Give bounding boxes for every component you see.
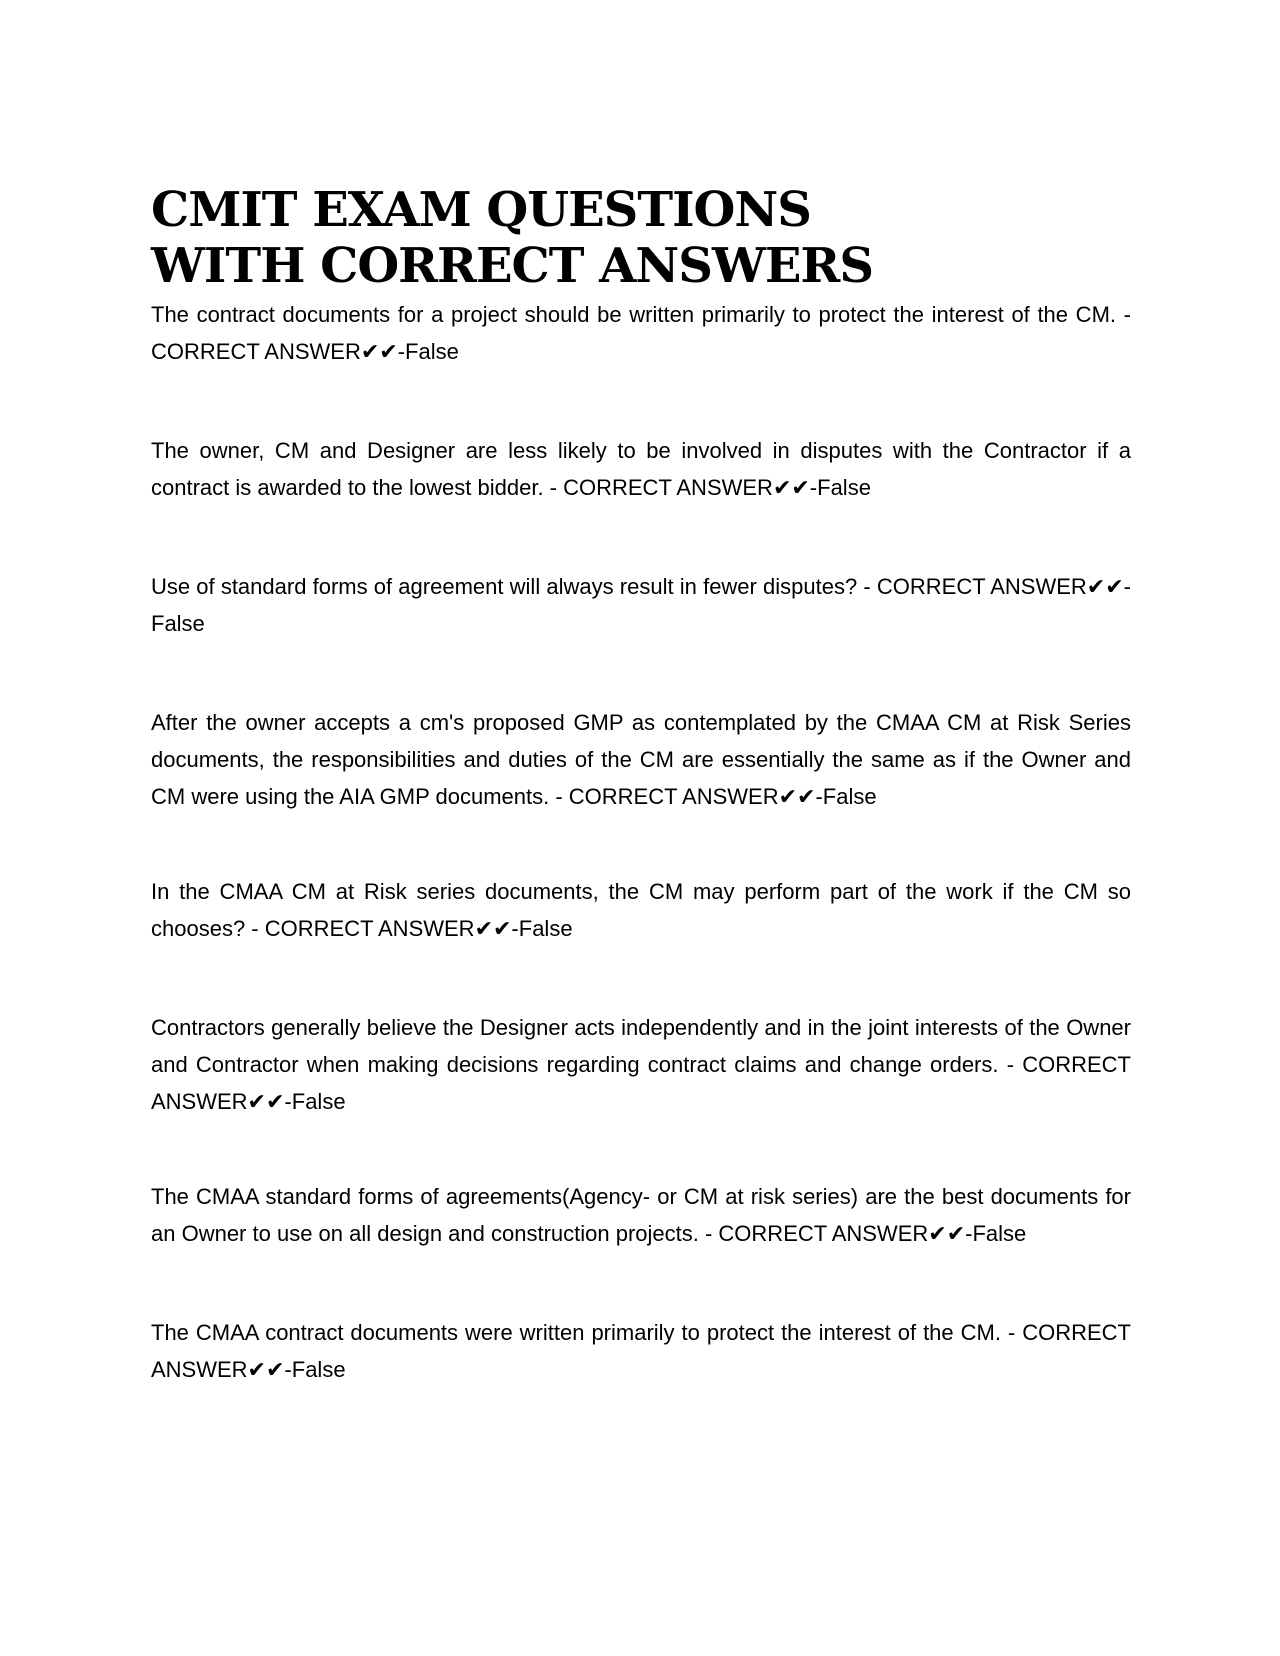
qa-item: The contract documents for a project should be written primarily to protect the interest of the CM. - CORRECT ANSWER✔✔-False [151,302,1131,364]
qa-item: In the CMAA CM at Risk series documents, the CM may perform part of the work if the CM so chooses? - CORRECT ANSWER✔✔-False [151,879,1131,941]
qa-item: After the owner accepts a cm's proposed GMP as contemplated by the CMAA CM at Risk Series documents, the responsibilities and duties of the CM are essentially the same as if the Owner and CM were using the AIA GMP documents. - CORRECT ANSWER✔✔-False [151,710,1131,809]
document-title: CMIT EXAM QUESTIONS WITH CORRECT ANSWERS [151,182,873,295]
qa-item: The CMAA standard forms of agreements(Agency- or CM at risk series) are the best documents for an Owner to use on all design and construction projects. - CORRECT ANSWER✔✔-False [151,1184,1131,1246]
qa-item: The CMAA contract documents were written primarily to protect the interest of the CM. - CORRECT ANSWER✔✔-False [151,1320,1131,1382]
qa-item: Use of standard forms of agreement will always result in fewer disputes? - CORRECT ANSWER✔✔-False [151,574,1131,636]
qa-item: The owner, CM and Designer are less likely to be involved in disputes with the Contractor if a contract is awarded to the lowest bidder. - CORRECT ANSWER✔✔-False [151,438,1131,500]
qa-item: Contractors generally believe the Designer acts independently and in the joint interests of the Owner and Contractor when making decisions regarding contract claims and change orders. - CORRECT ANSWER✔✔-False [151,1015,1131,1114]
